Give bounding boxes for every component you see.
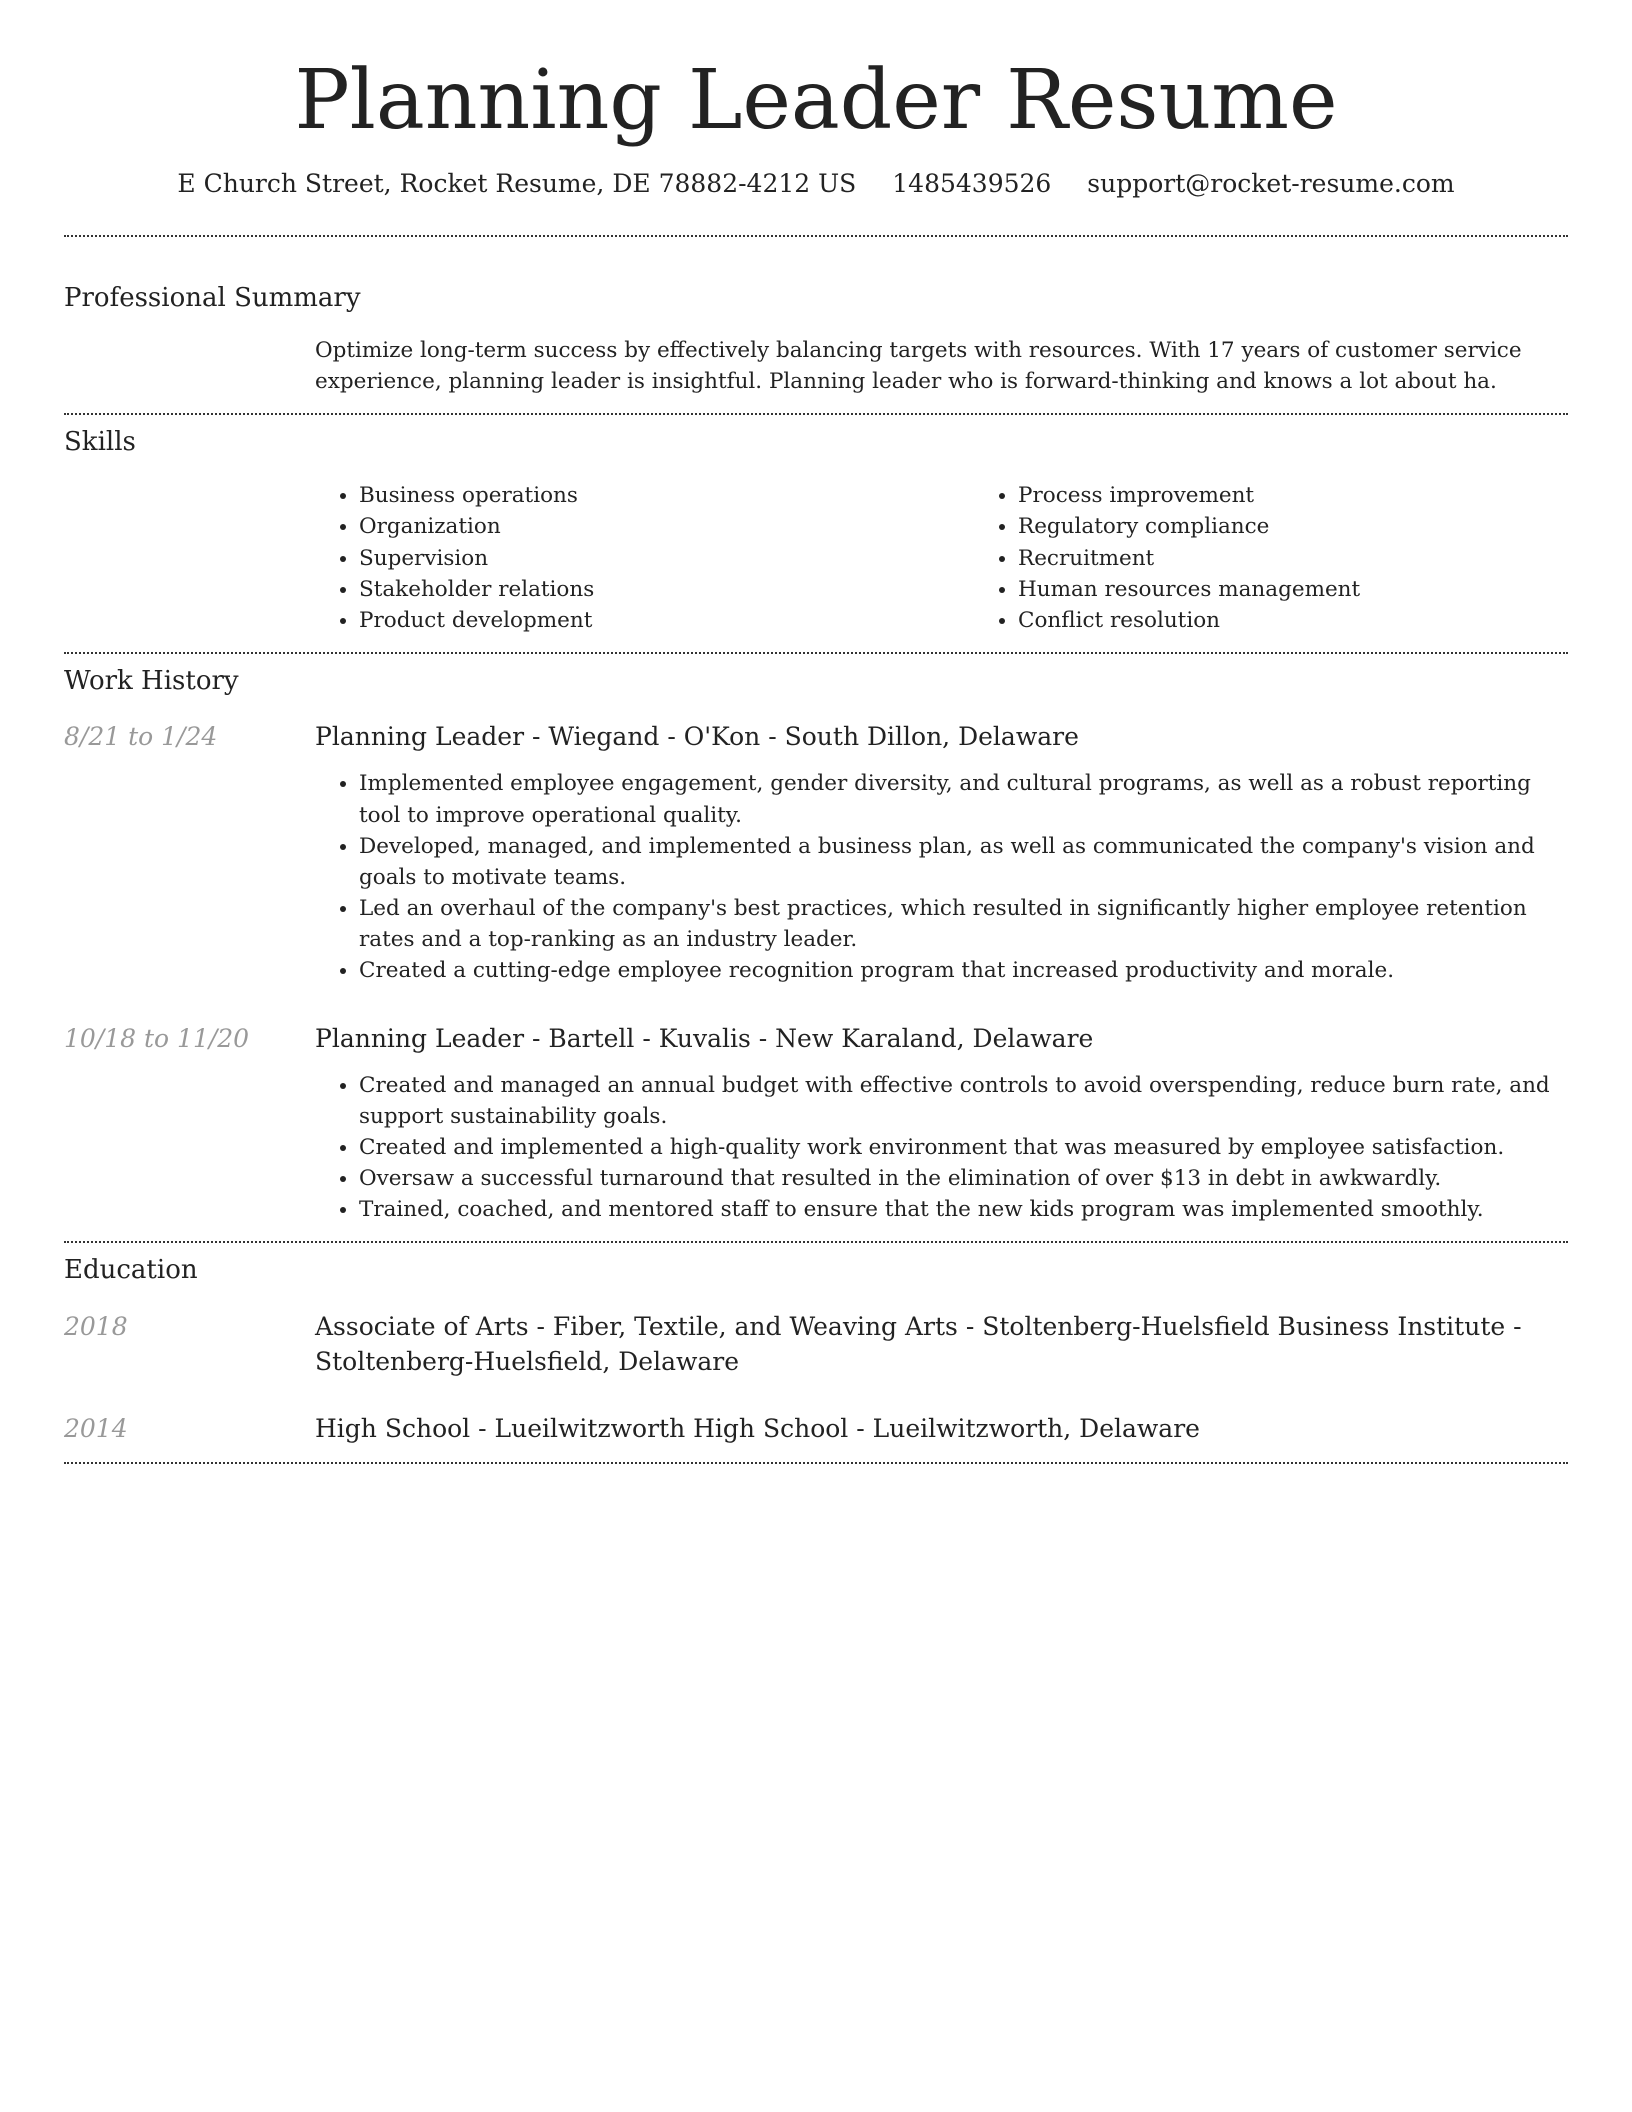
education-text: High School - Lueilwitzworth High School - Lueilwitzworth, Delaware [315,1413,1200,1443]
skill-item: • Process improvement [1018,480,1632,511]
education-section [64,1243,1568,1445]
divider [64,1462,1568,1464]
job-entry [64,1021,1568,1226]
skills-section [64,415,1568,636]
job-bullet: • Developed, managed, and implemented a business plan, as well as communicated the company's vision and goals to motivate teams. [359,831,1568,893]
contact-line [64,168,1568,201]
job-bullets [315,768,1568,986]
skill-item: • Organization [359,511,974,542]
job-bullet: • Led an overhaul of the company's best practices, which resulted in significantly higher employee retention rates and a top-ranking as an industry leader. [359,893,1568,955]
job-bullet: • Oversaw a successful turnaround that resulted in the elimination of over $13 in debt in awkwardly. [359,1163,1568,1194]
job-dates: 8/21 to 1/24 [64,722,218,752]
education-year: 2014 [64,1413,128,1443]
skill-item: • Business operations [359,480,974,511]
job-bullet: • Implemented employee engagement, gender diversity, and cultural programs, as well as a robust reporting tool to improve operational quality. [359,768,1568,830]
work-section [64,654,1568,1225]
education-text: Associate of Arts - Fiber, Textile, and Weaving Arts - Stoltenberg-Huelsfield Business Institute - Stoltenberg-Huelsfield, Delaware [315,1311,1522,1376]
skill-item: • Recruitment [1018,543,1632,574]
education-entry [64,1411,1568,1446]
work-heading: Work History [64,666,239,697]
job-bullets [315,1070,1568,1226]
summary-text: Optimize long-term success by effectively balancing targets with resources. With 17 years of customer service experience, planning leader is insightful. Planning leader who is forward-thinking and knows a lot about ha. [315,338,1522,394]
contact-address: E Church Street, Rocket Resume, DE 78882-4212 US [177,169,857,199]
education-heading: Education [64,1255,198,1286]
contact-phone: 1485439526 [892,169,1052,199]
job-bullet: • Created a cutting-edge employee recognition program that increased productivity and morale. [359,955,1568,986]
skill-item: • Conflict resolution [1018,605,1632,636]
education-entry [64,1309,1568,1379]
job-entry [64,719,1568,986]
contact-email: support@rocket-resume.com [1087,169,1455,199]
skills-heading: Skills [64,427,136,458]
job-bullet: • Created and managed an annual budget with effective controls to avoid overspending, reduce burn rate, and support sustainability goals. [359,1070,1568,1132]
summary-section [64,237,1568,397]
skill-item: • Product development [359,605,974,636]
job-dates: 10/18 to 11/20 [64,1023,250,1053]
job-bullet: • Created and implemented a high-quality work environment that was measured by employee satisfaction. [359,1132,1568,1163]
skill-item: • Stakeholder relations [359,574,974,605]
job-title: Planning Leader - Bartell - Kuvalis - New Karaland, Delaware [315,1023,1094,1053]
job-title: Planning Leader - Wiegand - O'Kon - South Dillon, Delaware [315,722,1079,752]
skill-item: • Regulatory compliance [1018,511,1632,542]
skills-grid [315,480,1632,636]
skills-list-right [974,480,1632,636]
skill-item: • Supervision [359,543,974,574]
education-year: 2018 [64,1311,128,1341]
job-bullet: • Trained, coached, and mentored staff to ensure that the new kids program was implemented smoothly. [359,1194,1568,1225]
skill-item: • Human resources management [1018,574,1632,605]
summary-heading: Professional Summary [64,282,361,313]
page-title: Planning Leader Resume [294,53,1338,148]
skills-list-left [315,480,974,636]
